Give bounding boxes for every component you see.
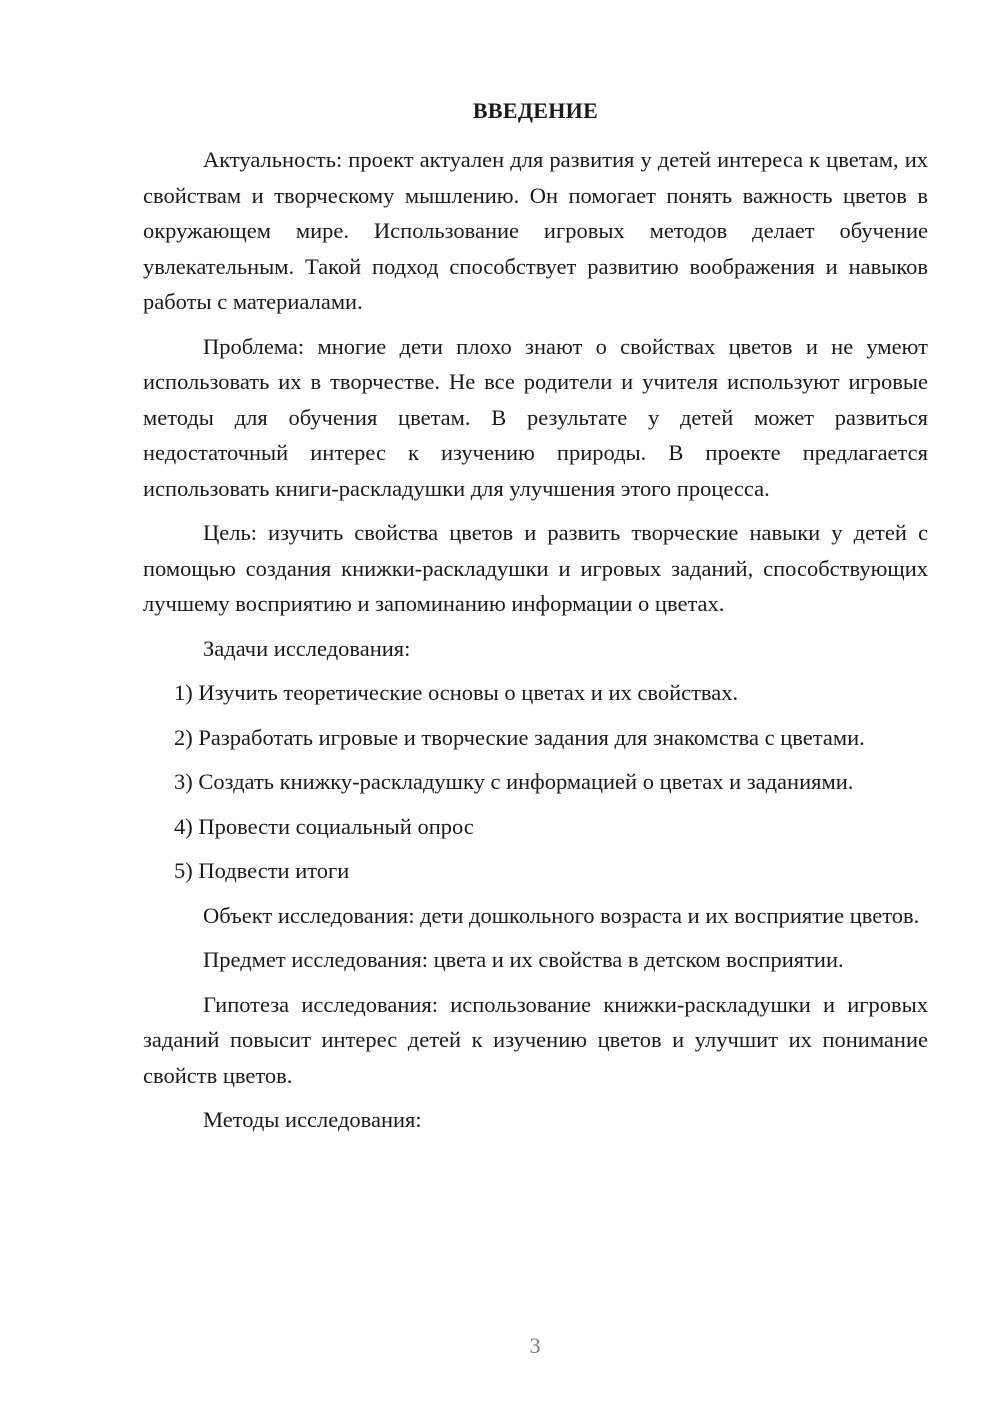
task-item-1: 1) Изучить теоретические основы о цветах и их свойствах. — [174, 680, 739, 705]
paragraph-goal: Цель: изучить свойства цветов и развить творческие навыки у детей с помощью создания книжки-раскладушки и игровых заданий, способствующих лучшему восприятию и запоминанию информации о цветах. — [143, 520, 928, 616]
paragraph-subject: Предмет исследования: цвета и их свойства в детском восприятии. — [203, 947, 844, 972]
section-heading: ВВЕДЕНИЕ — [472, 98, 599, 123]
page-number: 3 — [529, 1333, 541, 1358]
task-item-3: 3) Создать книжку-раскладушку с информацией о цветах и заданиями. — [174, 769, 854, 794]
task-item-2: 2) Разработать игровые и творческие задания для знакомства с цветами. — [174, 724, 865, 750]
task-item-5: 5) Подвести итоги — [174, 858, 350, 883]
paragraph-object: Объект исследования: дети дошкольного возраста и их восприятие цветов. — [203, 902, 920, 928]
document-body — [143, 142, 928, 1138]
paragraph-hypothesis: Гипотеза исследования: использование книжки-раскладушки и игровых заданий повысит интерес детей к изучению цветов и улучшит их понимание свойств цветов. — [143, 991, 928, 1088]
paragraph-problem: Проблема: многие дети плохо знают о свойствах цветов и не умеют использовать их в творчестве. Не все родители и учителя используют игровые методы для обучения цветам. В результате у детей может развиться недостаточный интерес к изучению природы. В проекте предлагается использовать книги-раскладушки для улучшения этого процесса. — [143, 333, 928, 501]
task-item-4: 4) Провести социальный опрос — [174, 813, 474, 839]
paragraph-methods-title: Методы исследования: — [203, 1107, 422, 1132]
paragraph-tasks-title: Задачи исследования: — [203, 635, 411, 661]
paragraph-relevance: Актуальность: проект актуален для развития у детей интереса к цветам, их свойствам и творческому мышлению. Он помогает понять важность цветов в окружающем мире. Использование игровых методов делает обучение увлекательным. Такой подход способствует развитию воображения и навыков работы с материалами. — [143, 147, 928, 314]
